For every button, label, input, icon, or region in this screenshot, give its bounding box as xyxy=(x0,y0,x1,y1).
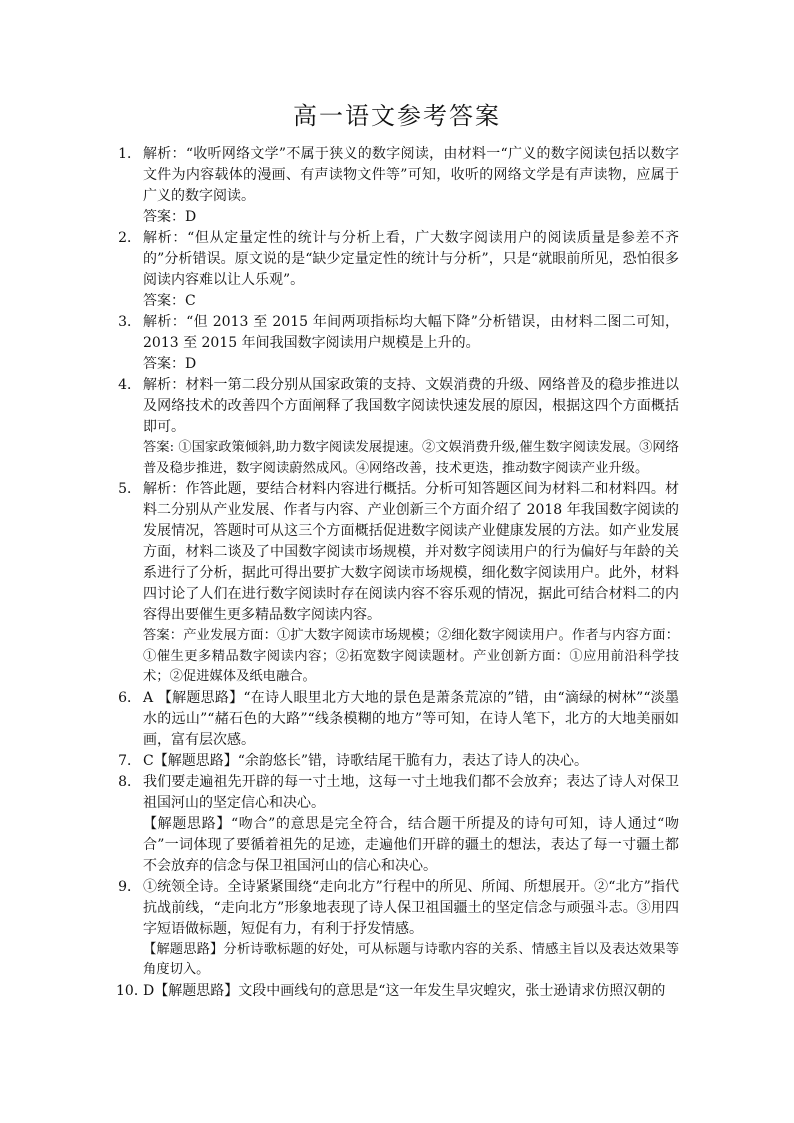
item-answer: 答案：D xyxy=(143,356,197,372)
item-explanation: 【解题思路】分析诗歌标题的好处，可从标题与诗歌内容的关系、情感主旨以及表达效果等角度切入。 xyxy=(143,941,679,977)
item-number: 3． xyxy=(118,314,141,330)
list-item xyxy=(116,981,679,1002)
item-number: 4． xyxy=(118,377,141,393)
item-number: 1． xyxy=(118,146,141,162)
item-number: 7． xyxy=(118,752,141,769)
list-item xyxy=(116,228,679,312)
item-text: 解析：材料一第二段分别从国家政策的支持、文娱消费的升级、网络普及的稳步推进以及网络技术的改善四个方面阐释了我国数字阅读快速发展的原因，根据这四个方面概括即可。 xyxy=(143,377,679,435)
item-text: 解析：“收听网络文学”不属于狭义的数字阅读，由材料一“广义的数字阅读包括以数字文件为内容载体的漫画、有声读物文件等”可知，收听的网络文学是有声读物，应属于广义的数字阅读。 xyxy=(143,146,679,204)
item-text: A 【解题思路】“在诗人眼里北方大地的景色是萧条荒凉的”错，由“滴绿的树林”“淡墨水的远山”“赭石色的大路”“线条模糊的地方”等可知，在诗人笔下，北方的大地美丽如画，富有层次感。 xyxy=(143,689,679,748)
item-answer: 答案：产业发展方面：①扩大数字阅读市场规模；②细化数字阅读用户。作者与内容方面：①催生更多精品数字阅读内容；②拓宽数字阅读题材。产业创新方面：①应用前沿科学技术；②促进媒体及纸电融合。 xyxy=(143,628,679,684)
list-item xyxy=(116,144,679,228)
item-number: 8． xyxy=(118,773,141,790)
item-number: 5． xyxy=(118,481,141,497)
list-item xyxy=(116,375,679,479)
list-item xyxy=(116,751,679,772)
item-answer: 答案: ①国家政策倾斜,助力数字阅读发展提速。②文娱消费升级,催生数字阅读发展。③网络普及稳步推进，数字阅读蔚然成风。④网络改善，技术更迭，推动数字阅读产业升级。 xyxy=(143,440,679,476)
item-text: 解析：“但 2013 至 2015 年间两项指标均大幅下降”分析错误，由材料二图二可知，2013 至 2015 年间我国数字阅读用户规模是上升的。 xyxy=(143,314,679,351)
item-explanation: 【解题思路】“吻合”的意思是完全符合，结合题干所提及的诗句可知，诗人通过“吻合”一词体现了要循着祖先的足迹，走遍他们开辟的疆土的想法，表达了每一寸疆土都不会放弃的信念与保卫祖国河山的信心和决心。 xyxy=(143,815,679,874)
item-number: 6． xyxy=(118,689,141,706)
answer-list xyxy=(116,144,679,1002)
list-item xyxy=(116,312,679,375)
item-answer: 答案：C xyxy=(143,293,196,309)
list-item xyxy=(116,479,679,688)
item-text: ①统领全诗。全诗紧紧围绕“走向北方”行程中的所见、所闻、所想展开。②“北方”指代抗战前线，“走向北方”形象地表现了诗人保卫祖国疆土的坚定信念与顽强斗志。③用四字短语做标题，短促有力，有利于抒发情感。 xyxy=(143,878,679,937)
list-item xyxy=(116,688,679,751)
page-title: 高一语文参考答案 xyxy=(293,102,501,130)
item-text: 解析：“但从定量定性的统计与分析上看，广大数字阅读用户的阅读质量是参差不齐的”分析错误。原文说的是“缺少定量定性的统计与分析”，只是“就眼前所见，恐怕很多阅读内容难以让人乐观”。 xyxy=(143,230,679,288)
item-answer: 答案：D xyxy=(143,209,197,225)
item-text: D【解题思路】文段中画线句的意思是“这一年发生旱灾蝗灾，张士逊请求仿照汉朝的 xyxy=(143,982,666,999)
list-item xyxy=(116,877,679,981)
item-text: C【解题思路】“余韵悠长”错，诗歌结尾干脆有力，表达了诗人的决心。 xyxy=(143,752,589,769)
item-number: 9． xyxy=(118,878,141,895)
item-text: 我们要走遍祖先开辟的每一寸土地，这每一寸土地我们都不会放弃；表达了诗人对保卫祖国河山的坚定信心和决心。 xyxy=(143,773,679,811)
list-item xyxy=(116,772,679,877)
item-number: 10． xyxy=(116,982,148,999)
item-text: 解析：作答此题，要结合材料内容进行概括。分析可知答题区间为材料二和材料四。材料二分别从产业发展、作者与内容、产业创新三个方面介绍了 2018 年我国数字阅读的发展情况，答题时可从这三个方面概括促进数字阅读产业健康发展的方法。如产业发展方面，材料二谈及了中国数字阅读市场规模，并对数字阅读用户的行为偏好与年龄的关系进行了分析，据此可得出要扩大数字阅读市场规模，细化数字阅读用户。此外，材料四讨论了人们在进行数字阅读时存在阅读内容不容乐观的情况，据此可结合材料二的内容得出要催生更多精品数字阅读内容。 xyxy=(143,481,679,623)
item-number: 2． xyxy=(118,230,141,246)
